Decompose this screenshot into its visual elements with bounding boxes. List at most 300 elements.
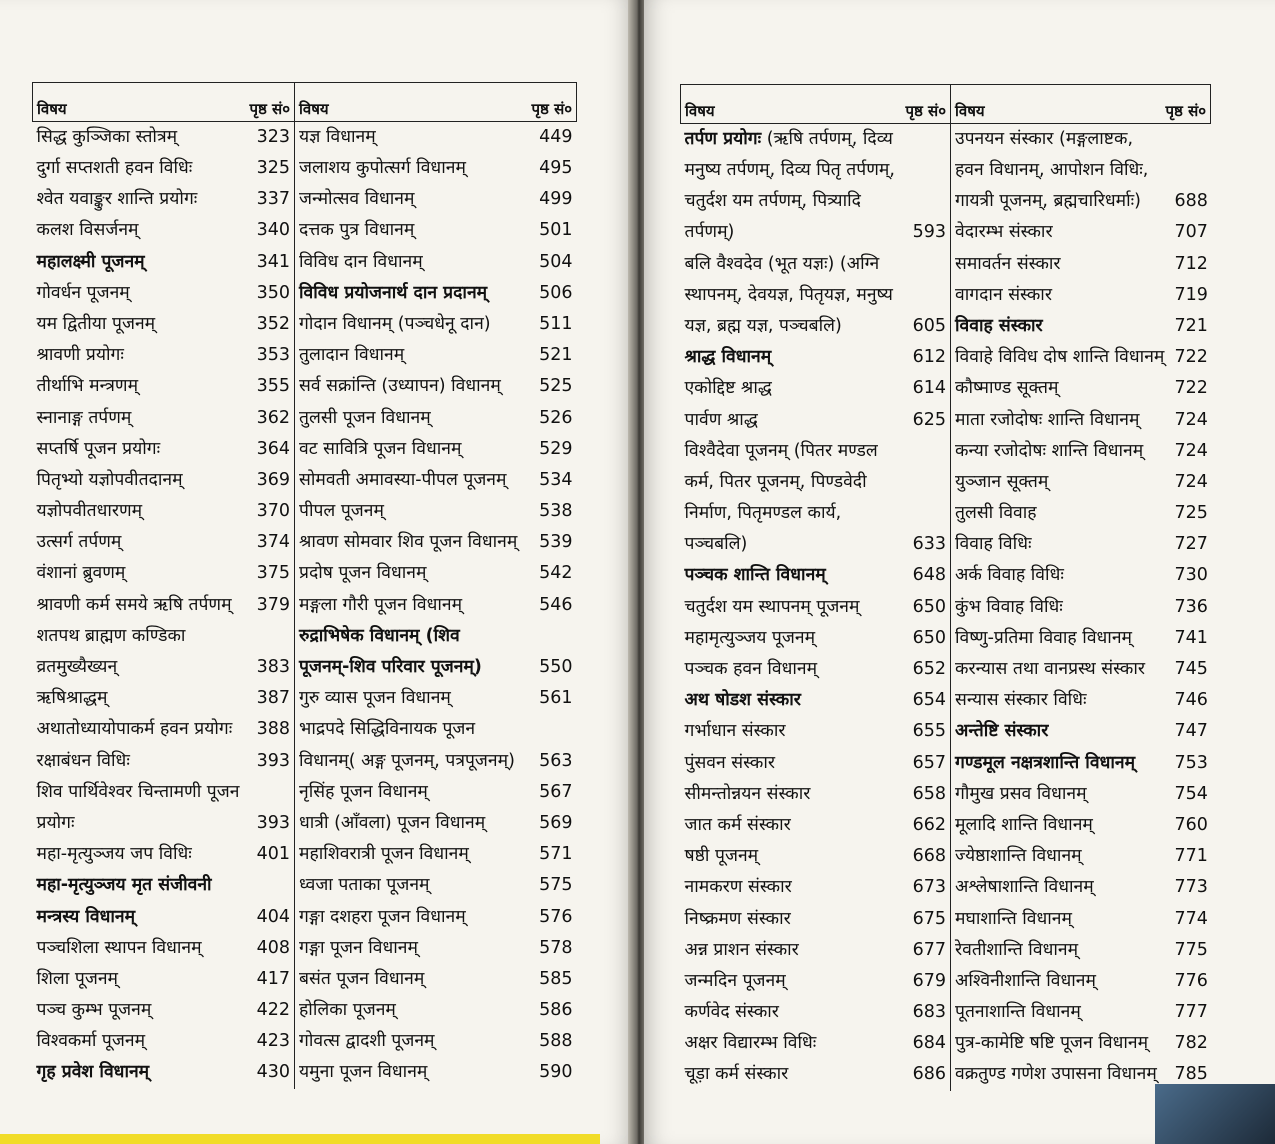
toc-entry-title: गर्भाधान संस्कार [684, 721, 786, 742]
toc-entry-title: चतुर्दश यम तर्पणम्, पित्र्यादि [684, 191, 861, 212]
toc-entry-title: रेवतीशान्ति विधानम् [955, 939, 1079, 960]
toc-entry-page: 741 [1174, 627, 1208, 648]
toc-entry-page: 369 [245, 465, 295, 496]
toc-entry-title: महा-मृत्युञ्जय मृत संजीवनी [36, 875, 212, 896]
toc-entry-page: 575 [539, 875, 573, 896]
toc-entry-page: 569 [539, 812, 573, 833]
toc-entry-title: अन्तेष्टि संस्कार [955, 721, 1049, 742]
toc-row [681, 1060, 1211, 1091]
toc-row [681, 342, 1211, 373]
toc-entry-page: 722 [1174, 378, 1208, 399]
toc-entry-title: ध्वजा पताका पूजनम् [299, 875, 430, 896]
toc-entry-page: 633 [909, 529, 951, 560]
toc-entry-title: तीर्थाभि मन्त्रणम् [36, 376, 139, 397]
toc-row [33, 746, 577, 777]
toc-entry-page: 511 [539, 313, 573, 334]
toc-entry-page [527, 715, 577, 746]
toc-entry-title: नामकरण संस्कार [684, 877, 792, 898]
toc-row [33, 122, 577, 154]
toc-entry-page: 668 [909, 841, 951, 872]
toc-row [681, 529, 1211, 560]
toc-entry-page: 746 [1174, 690, 1208, 711]
toc-row [33, 715, 577, 746]
toc-row [681, 654, 1211, 685]
toc-entry-title: गोदान विधानम् (पञ्चधेनू दान) [299, 313, 491, 334]
toc-row [33, 278, 577, 309]
toc-row [33, 652, 577, 683]
toc-entry-page: 707 [1174, 222, 1208, 243]
toc-entry-title: विष्णु-प्रतिमा विवाह विधानम् [955, 627, 1133, 648]
toc-entry-title: श्रावण सोमवार शिव पूजन विधानम् [299, 532, 518, 553]
toc-entry-page: 688 [1174, 191, 1208, 212]
toc-entry-page: 364 [245, 434, 295, 465]
toc-row [33, 902, 577, 933]
toc-entry-title: श्वेत यवाङ्कुर शान्ति प्रयोगः [36, 189, 198, 210]
toc-entry-page: 614 [909, 374, 951, 405]
toc-row [681, 873, 1211, 904]
toc-entry-title: जलाशय कुपोत्सर्ग विधानम् [299, 158, 466, 179]
toc-entry-page: 504 [539, 251, 573, 272]
toc-row [33, 590, 577, 621]
toc-entry-title: सोमवती अमावस्या-पीपल पूजनम् [299, 469, 507, 490]
toc-entry-page: 388 [245, 715, 295, 746]
toc-entry-title: वंशानां ब्रुवणम् [36, 563, 126, 584]
header-subject: विषय [37, 100, 67, 118]
toc-entry-title: वट सावित्रि पूजन विधानम् [299, 438, 462, 459]
toc-row [681, 374, 1211, 405]
toc-entry-page: 576 [539, 906, 573, 927]
toc-entry-title: सन्यास संस्कार विधिः [955, 690, 1087, 711]
toc-entry-page: 648 [909, 561, 951, 592]
toc-entry-title: पितृभ्यो यज्ञोपवीतदानम् [36, 469, 183, 490]
toc-entry-title: गौमुख प्रसव विधानम् [955, 783, 1087, 804]
toc-row [681, 311, 1211, 342]
toc-entry-page: 495 [539, 158, 573, 179]
toc-entry-title: जन्मदिन पूजनम् [684, 970, 786, 991]
toc-entry-title: पूतनाशान्ति विधानम् [955, 1002, 1081, 1023]
toc-entry-page: 379 [245, 590, 295, 621]
toc-entry-page [909, 249, 951, 280]
toc-entry-title: कर्म, पितर पूजनम्, पिण्डवेदी [684, 471, 867, 492]
toc-entry-bold-prefix: तर्पण प्रयोगः [684, 128, 762, 149]
toc-row [33, 403, 577, 434]
toc-entry-title: पञ्चशिला स्थापन विधानम् [36, 937, 202, 958]
toc-entry-page: 383 [245, 652, 295, 683]
toc-entry-title: ज्येष्ठाशान्ति विधानम् [955, 846, 1082, 867]
header-subject: विषय [685, 102, 715, 120]
toc-entry-title: यमुना पूजन विधानम् [299, 1062, 428, 1083]
toc-entry-title: यम द्वितीया पूजनम् [36, 313, 156, 334]
toc-entry-page: 753 [1174, 752, 1208, 773]
toc-entry-page: 525 [539, 376, 573, 397]
toc-entry-title: उपनयन संस्कार (मङ्गलाष्टक, [955, 128, 1134, 149]
toc-entry-title: गुरु व्यास पूजन विधानम् [299, 688, 451, 709]
toc-row [681, 218, 1211, 249]
toc-entry-title: चतुर्दश यम स्थापनम् पूजनम् [684, 596, 860, 617]
toc-entry-page: 775 [1174, 939, 1208, 960]
toc-entry-page: 684 [909, 1028, 951, 1059]
toc-row [681, 904, 1211, 935]
toc-row [681, 841, 1211, 872]
toc-row [33, 247, 577, 278]
toc-row [681, 997, 1211, 1028]
toc-entry-title: प्रदोष पूजन विधानम् [299, 563, 427, 584]
toc-entry-title: व्रतमुख्यैख्यन् [36, 657, 118, 678]
toc-entry-page: 521 [539, 345, 573, 366]
toc-entry-title: समावर्तन संस्कार [955, 253, 1061, 274]
toc-entry-title: वागदान संस्कार [955, 284, 1052, 305]
toc-entry-title: श्राद्ध विधानम् [684, 347, 772, 368]
toc-entry-title: शिव पार्थिवेश्वर चिन्तामणी पूजन [36, 781, 240, 802]
toc-row [681, 810, 1211, 841]
toc-entry-page: 719 [1174, 284, 1208, 305]
toc-entry-title: विवाह विधिः [955, 534, 1032, 555]
toc-entry-page: 529 [539, 438, 573, 459]
toc-row [33, 777, 577, 808]
toc-entry-page: 561 [539, 688, 573, 709]
toc-entry-title: यज्ञ, ब्रह्म यज्ञ, पञ्चबलि) [684, 315, 842, 336]
toc-row [681, 155, 1211, 186]
toc-header-row [681, 85, 1211, 124]
toc-row [681, 748, 1211, 779]
toc-row [681, 935, 1211, 966]
toc-entry-title: महाशिवरात्री पूजन विधानम् [299, 844, 469, 865]
toc-entry-page: 370 [245, 496, 295, 527]
toc-entry-page: 387 [245, 683, 295, 714]
toc-entry-page: 404 [245, 902, 295, 933]
toc-entry-page: 683 [909, 997, 951, 1028]
toc-entry-page [1171, 155, 1211, 186]
toc-entry-page [245, 871, 295, 902]
toc-entry-title: रक्षाबंधन विधिः [36, 750, 130, 771]
toc-entry-title: अर्क विवाह विधिः [955, 565, 1064, 586]
toc-header-row [33, 83, 577, 122]
toc-entry-page: 736 [1174, 596, 1208, 617]
toc-entry-title: निर्माण, पितृमण्डल कार्य, [684, 503, 842, 524]
toc-entry-page: 724 [1174, 440, 1208, 461]
toc-entry-page: 785 [1174, 1064, 1208, 1085]
toc-entry-title: पीपल पूजनम् [299, 501, 384, 522]
toc-entry-page: 355 [245, 372, 295, 403]
toc-entry-page: 499 [539, 189, 573, 210]
toc-entry-page: 679 [909, 966, 951, 997]
toc-entry-title: अथ षोडश संस्कार [684, 690, 801, 711]
toc-entry-page: 774 [1174, 908, 1208, 929]
toc-entry-title: पञ्च कुम्भ पूजनम् [36, 1000, 152, 1021]
toc-entry-page: 352 [245, 309, 295, 340]
toc-entry-page [909, 280, 951, 311]
toc-entry-title: वेदारम्भ संस्कार [955, 222, 1053, 243]
toc-entry-page: 721 [1174, 315, 1208, 336]
toc-row [33, 1058, 577, 1089]
toc-entry-page: 675 [909, 904, 951, 935]
toc-entry-title: कौष्माण्ड सूक्तम् [955, 378, 1059, 399]
toc-entry-title: तुलसी विवाह [955, 503, 1037, 524]
toc-row [33, 434, 577, 465]
toc-entry-title: कर्णवेद संस्कार [684, 1002, 779, 1023]
toc-entry-title: अश्लेषाशान्ति विधानम् [955, 877, 1094, 898]
toc-entry-title: उत्सर्ग तर्पणम् [36, 532, 122, 553]
toc-row [33, 496, 577, 527]
toc-entry-page: 782 [1174, 1033, 1208, 1054]
toc-entry-page [527, 621, 577, 652]
header-page-no: पृष्ठ सं० [249, 100, 291, 118]
toc-entry-title: ऋषिश्राद्धम् [36, 688, 108, 709]
toc-row [681, 685, 1211, 716]
toc-entry-title: मन्त्रस्य विधानम् [36, 906, 136, 927]
toc-entry-title: सर्व सक्रांन्ति (उध्यापन) विधानम् [299, 376, 501, 397]
toc-entry-page: 725 [1174, 503, 1208, 524]
toc-row [33, 995, 577, 1026]
toc-row [33, 871, 577, 902]
toc-row [681, 1028, 1211, 1059]
toc-entry-page: 374 [245, 527, 295, 558]
toc-entry-title: तुलादान विधानम् [299, 345, 405, 366]
toc-entry-title: शिला पूजनम् [36, 968, 118, 989]
toc-entry-page: 652 [909, 654, 951, 685]
toc-entry-title: सीमन्तोन्नयन संस्कार [684, 783, 811, 804]
toc-entry-page: 657 [909, 748, 951, 779]
toc-row [681, 124, 1211, 156]
toc-entry-page: 353 [245, 340, 295, 371]
toc-entry-page: 578 [539, 937, 573, 958]
toc-entry-page: 340 [245, 216, 295, 247]
toc-entry-title: प्रयोगः [36, 812, 75, 833]
toc-entry-page: 567 [539, 781, 573, 802]
toc-entry-page: 662 [909, 810, 951, 841]
toc-entry-page: 677 [909, 935, 951, 966]
toc-header-cell [33, 83, 295, 122]
toc-entry-page: 526 [539, 407, 573, 428]
toc-entry-page: 747 [1174, 721, 1208, 742]
toc-entry-page: 534 [539, 469, 573, 490]
toc-entry-page [909, 467, 951, 498]
toc-entry-title: यज्ञ विधानम् [299, 126, 376, 147]
toc-entry-page: 771 [1174, 846, 1208, 867]
toc-entry-page: 588 [539, 1031, 573, 1052]
toc-entry-page: 655 [909, 717, 951, 748]
toc-entry-page: 501 [539, 220, 573, 241]
toc-entry-title: महालक्ष्मी पूजनम् [36, 251, 145, 272]
toc-entry-title: पूजनम्-शिव परिवार पूजनम्) [299, 657, 482, 678]
toc-entry-title: विवाह संस्कार [955, 315, 1043, 336]
toc-row [33, 527, 577, 558]
toc-entry-page: 506 [539, 282, 573, 303]
toc-entry-title: गृह प्रवेश विधानम् [36, 1062, 150, 1083]
toc-entry-title: महामृत्युञ्जय पूजनम् [684, 627, 816, 648]
toc-entry-page: 724 [1174, 409, 1208, 430]
toc-entry-title: शतपथ ब्राह्मण कण्डिका [36, 625, 186, 646]
toc-row [33, 683, 577, 714]
toc-entry-page [909, 186, 951, 217]
toc-row [681, 186, 1211, 217]
toc-entry-title: जन्मोत्सव विधानम् [299, 189, 415, 210]
toc-entry-title: धात्री (आँवला) पूजन विधानम् [299, 812, 486, 833]
toc-entry-title: अथातोध्यायोपाकर्म हवन प्रयोगः [36, 719, 233, 740]
page-edge [1155, 1084, 1275, 1144]
toc-entry-title: हवन विधानम्, आपोशन विधिः, [955, 160, 1149, 181]
toc-entry-page: 586 [539, 1000, 573, 1021]
toc-entry-page: 590 [539, 1062, 573, 1083]
toc-entry-page: 323 [245, 122, 295, 154]
toc-entry-page: 686 [909, 1060, 951, 1091]
toc-entry-page [245, 621, 295, 652]
left-page [0, 0, 632, 1144]
toc-entry-page: 605 [909, 311, 951, 342]
toc-entry-page [1171, 124, 1211, 156]
toc-row [33, 839, 577, 870]
toc-entry-page: 546 [539, 594, 573, 615]
toc-entry-title: तुलसी पूजन विधानम् [299, 407, 431, 428]
toc-entry-page: 724 [1174, 471, 1208, 492]
toc-entry-title: पुत्र-कामेष्टि षष्टि पूजन विधानम् [955, 1033, 1149, 1054]
toc-entry-title: माता रजोदोषः शान्ति विधानम् [955, 409, 1140, 430]
toc-entry-title: अक्षर विद्यारम्भ विधिः [684, 1033, 817, 1054]
toc-row [33, 153, 577, 184]
toc-row [33, 372, 577, 403]
toc-entry-title: जात कर्म संस्कार [684, 814, 791, 835]
toc-entry-page: 408 [245, 933, 295, 964]
toc-entry-title: निष्क्रमण संस्कार [684, 908, 791, 929]
toc-body [33, 122, 577, 1089]
toc-entry-page: 585 [539, 968, 573, 989]
toc-row [681, 280, 1211, 311]
toc-row [681, 249, 1211, 280]
toc-entry-title: महा-मृत्युञ्जय जप विधिः [36, 844, 192, 865]
toc-entry-title: बसंत पूजन विधानम् [299, 968, 425, 989]
toc-entry-page: 337 [245, 184, 295, 215]
toc-entry-title: गोवत्स द्वादशी पूजनम् [299, 1031, 435, 1052]
toc-header-cell [295, 83, 577, 122]
toc-entry-page [909, 124, 951, 156]
toc-row [33, 933, 577, 964]
toc-entry-page [245, 777, 295, 808]
toc-row [33, 309, 577, 340]
right-page [644, 0, 1275, 1144]
toc-entry-title: गण्डमूल नक्षत्रशान्ति विधानम् [955, 752, 1136, 773]
toc-entry-page: 673 [909, 873, 951, 904]
toc-entry-page: 727 [1174, 534, 1208, 555]
toc-entry-title: पञ्चक शान्ति विधानम् [684, 565, 826, 586]
toc-entry-title: कन्या रजोदोषः शान्ति विधानम् [955, 440, 1144, 461]
toc-entry-page [909, 436, 951, 467]
toc-entry-page: 650 [909, 623, 951, 654]
toc-entry-page: 539 [539, 532, 573, 553]
toc-entry-title: विश्वैदेवा पूजनम् (पितर मण्डल [684, 440, 878, 461]
toc-row [33, 184, 577, 215]
toc-entry-page: 423 [245, 1026, 295, 1057]
toc-entry-page [909, 155, 951, 186]
toc-entry-title: गङ्गा पूजन विधानम् [299, 937, 418, 958]
toc-entry-page: 341 [245, 247, 295, 278]
toc-entry-title: तर्पणम्) [684, 222, 735, 243]
toc-entry-title: कलश विसर्जनम् [36, 220, 139, 241]
toc-entry-title: चूड़ा कर्म संस्कार [684, 1064, 789, 1085]
toc-entry-page: 550 [539, 657, 573, 678]
toc-entry-page: 542 [539, 563, 573, 584]
toc-row [33, 808, 577, 839]
toc-entry-page: 571 [539, 844, 573, 865]
header-page-no: पृष्ठ सं० [531, 100, 573, 118]
toc-entry-title: होलिका पूजनम् [299, 1000, 396, 1021]
toc-entry-page: 563 [539, 750, 573, 771]
toc-row [33, 964, 577, 995]
toc-entry-title: मनुष्य तर्पणम्, दिव्य पितृ तर्पणम्, [684, 160, 895, 181]
toc-entry-title: षष्ठी पूजनम् [684, 846, 759, 867]
toc-entry-page: 375 [245, 559, 295, 590]
toc-entry-page: 722 [1174, 347, 1208, 368]
toc-entry-title: श्रावणी कर्म समये ऋषि तर्पणम् [36, 594, 232, 615]
toc-entry-title: सप्तर्षि पूजन प्रयोगः [36, 438, 161, 459]
toc-row [681, 779, 1211, 810]
toc-entry-title: कुंभ विवाह विधिः [955, 596, 1063, 617]
toc-row [33, 465, 577, 496]
toc-entry-title: पञ्चबलि) [684, 534, 748, 555]
toc-entry-page: 754 [1174, 783, 1208, 804]
toc-entry-title: गोवर्धन पूजनम् [36, 282, 130, 303]
toc-entry-page: 393 [245, 808, 295, 839]
toc-row [681, 966, 1211, 997]
toc-row [681, 436, 1211, 467]
toc-row [681, 592, 1211, 623]
toc-entry-title: मङ्गला गौरी पूजन विधानम् [299, 594, 463, 615]
toc-entry-page: 773 [1174, 877, 1208, 898]
toc-row [681, 717, 1211, 748]
toc-header-cell [951, 85, 1211, 124]
toc-entry-title: दत्तक पुत्र विधानम् [299, 220, 415, 241]
toc-entry-page: 325 [245, 153, 295, 184]
toc-entry-title: स्नानाङ्ग तर्पणम् [36, 407, 132, 428]
toc-entry-title: विधानम्( अङ्ग पूजनम्, पत्रपूजनम्) [299, 750, 515, 771]
toc-entry-page: 730 [1174, 565, 1208, 586]
toc-entry-title: नृसिंह पूजन विधानम् [299, 781, 428, 802]
toc-entry-title: बलि वैश्वदेव (भूत यज्ञः) (अग्नि [684, 253, 880, 274]
toc-entry-page: 417 [245, 964, 295, 995]
toc-entry-title: स्थापनम्, देवयज्ञ, पितृयज्ञ, मनुष्य [684, 284, 893, 305]
toc-entry-title: विश्वकर्मा पूजनम् [36, 1031, 146, 1052]
toc-entry-title: रुद्राभिषेक विधानम् (शिव [299, 625, 460, 646]
toc-table-right [680, 84, 1211, 1091]
header-subject: विषय [955, 102, 985, 120]
toc-row [681, 623, 1211, 654]
toc-entry-title: गङ्गा दशहरा पूजन विधानम् [299, 906, 466, 927]
toc-entry-title: दुर्गा सप्तशती हवन विधिः [36, 158, 193, 179]
toc-entry-page: 777 [1174, 1002, 1208, 1023]
toc-row [33, 1026, 577, 1057]
toc-entry-page: 430 [245, 1058, 295, 1089]
toc-entry-title: एकोद्दिष्ट श्राद्ध [684, 378, 772, 399]
header-page-no: पृष्ठ सं० [905, 102, 947, 120]
toc-entry-title: अन्न प्राशन संस्कार [684, 939, 799, 960]
toc-entry-page: 658 [909, 779, 951, 810]
toc-entry-page: 745 [1174, 659, 1208, 680]
toc-entry-title: अश्विनीशान्ति विधानम् [955, 970, 1096, 991]
toc-entry-page: 625 [909, 405, 951, 436]
toc-entry-title: विविध प्रयोजनार्थ दान प्रदानम् [299, 282, 488, 303]
toc-entry-title: यज्ञोपवीतधारणम् [36, 501, 143, 522]
toc-entry-title: विविध दान विधानम् [299, 251, 423, 272]
toc-row [33, 216, 577, 247]
toc-row [33, 340, 577, 371]
toc-entry-title: पञ्चक हवन विधानम् [684, 659, 818, 680]
toc-entry-page: 401 [245, 839, 295, 870]
toc-entry-title: मघाशान्ति विधानम् [955, 908, 1072, 929]
toc-body [681, 124, 1211, 1091]
toc-entry-title: तर्पण प्रयोगः (ऋषि तर्पणम्, दिव्य [684, 128, 893, 149]
toc-entry-title: वक्रतुण्ड गणेश उपासना विधानम् [955, 1064, 1157, 1085]
page-edge [0, 1134, 600, 1144]
header-page-no: पृष्ठ सं० [1165, 102, 1207, 120]
